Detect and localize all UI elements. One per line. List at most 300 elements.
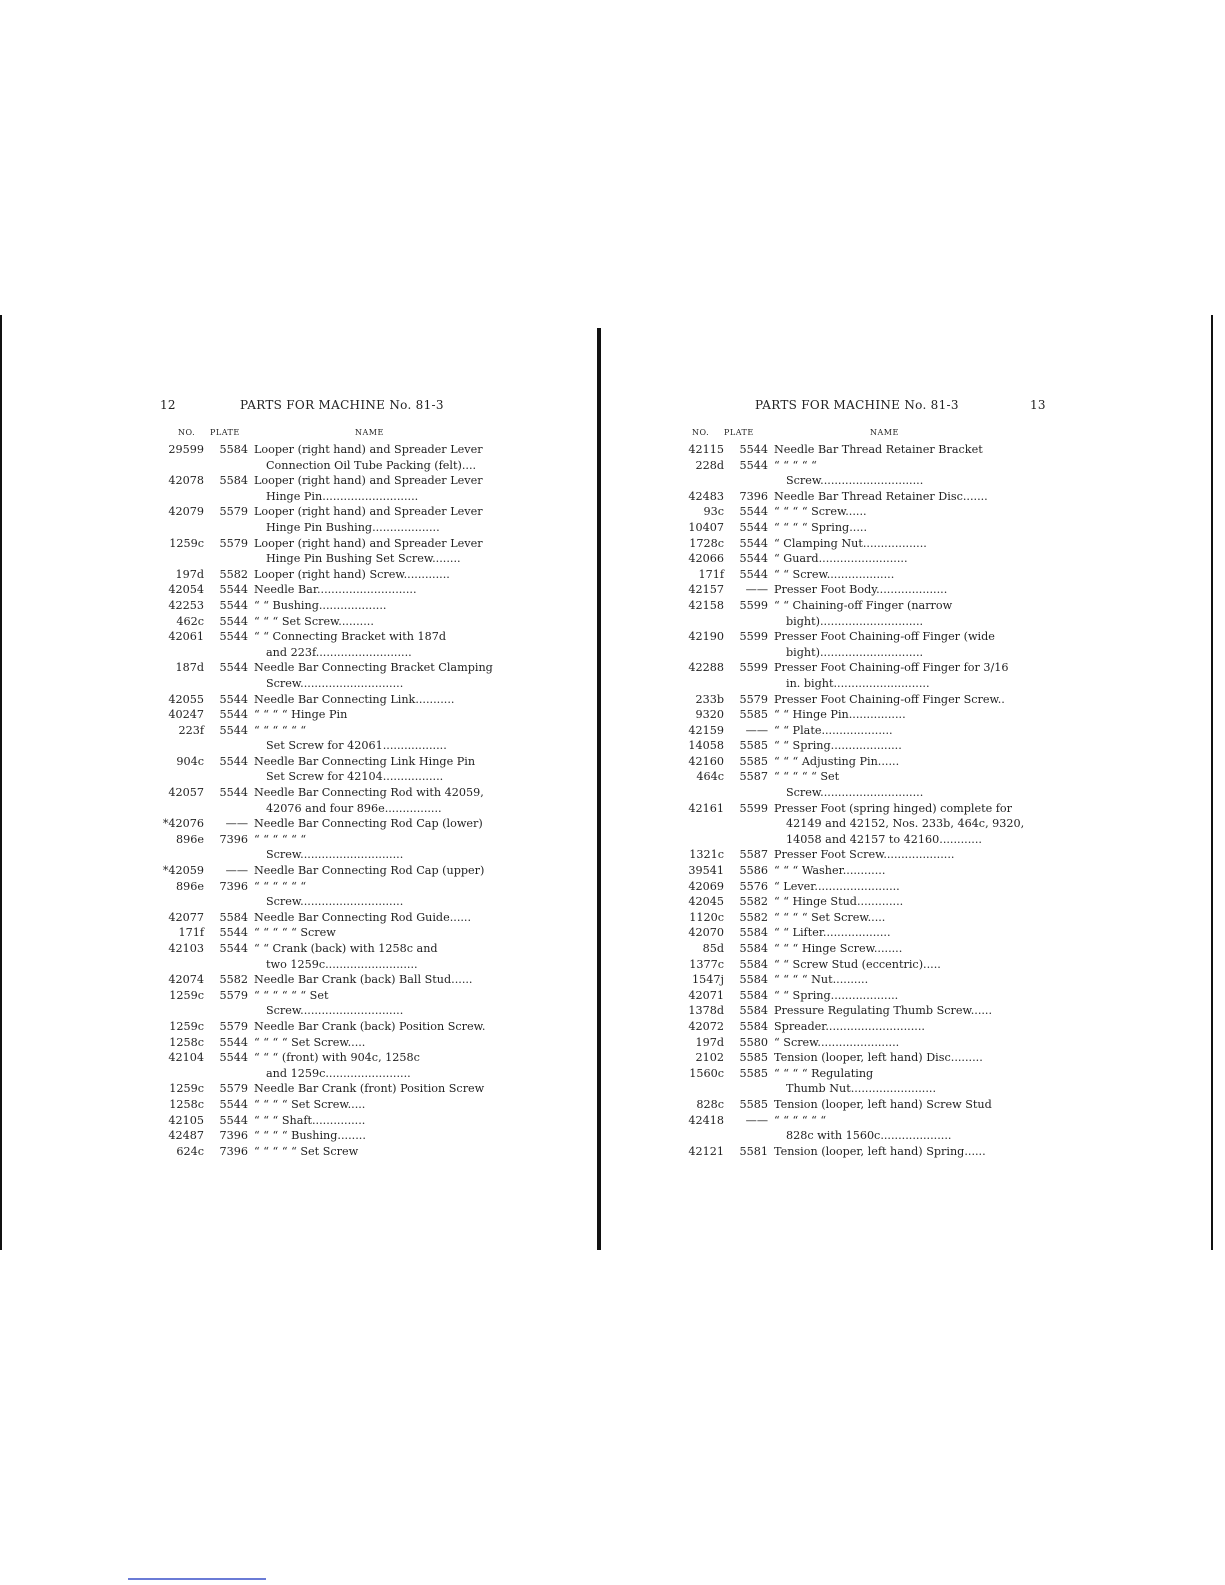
plate-number: 5585 <box>739 1066 768 1080</box>
plate-number: 5579 <box>219 1082 248 1096</box>
part-name-line: Needle Bar Connecting Rod Cap (lower) <box>254 817 483 831</box>
part-number: 42115 <box>688 443 724 456</box>
part-number: 1259c <box>169 1019 204 1033</box>
part-number: 1120c <box>689 910 724 924</box>
table-row <box>160 1113 500 1129</box>
table-row <box>680 910 1020 926</box>
table-row <box>160 1097 500 1113</box>
part-name <box>774 707 1020 723</box>
part-number: 197d <box>695 1035 724 1049</box>
plate-number: 5586 <box>739 864 768 878</box>
part-name <box>774 520 1020 536</box>
table-row <box>160 816 500 832</box>
plate-number: 5584 <box>219 910 248 924</box>
plate-number: —— <box>225 864 248 878</box>
table-row <box>160 692 500 708</box>
table-row <box>680 536 1020 552</box>
plate-number: 5544 <box>219 1113 248 1127</box>
page-number: 12 <box>160 398 176 412</box>
part-number: 85d <box>702 942 724 955</box>
part-number: 39541 <box>688 864 724 878</box>
plate-number: 5579 <box>219 505 248 519</box>
table-row <box>680 489 1020 505</box>
part-number: 1259c <box>169 988 204 1002</box>
plate-number: 5544 <box>739 443 768 456</box>
table-row <box>160 910 500 926</box>
part-name <box>254 1050 500 1081</box>
col-no: NO. <box>692 428 710 437</box>
plate-number: 5587 <box>739 848 768 862</box>
part-name-line: Presser Foot Chaining-off Finger for 3/16 <box>774 661 1009 675</box>
part-name-line: Needle Bar Connecting Rod with 42059, <box>254 786 484 800</box>
plate-number: 5584 <box>739 973 768 987</box>
part-name-line: Needle Bar Crank (back) Position Screw. <box>254 1019 486 1033</box>
part-name-line: “ “ “ “ “ Set Screw <box>254 1144 359 1158</box>
part-number: 42070 <box>688 926 724 940</box>
table-row <box>160 863 500 879</box>
part-name <box>774 801 1024 848</box>
plate-number: 5544 <box>219 692 248 706</box>
part-name-line: “ “ “ Hinge Screw........ <box>774 942 903 955</box>
part-name <box>774 1003 1020 1019</box>
part-name-line: “ “ “ “ “ Set <box>774 770 840 784</box>
part-number: 624c <box>176 1144 204 1158</box>
table-row <box>680 458 1020 489</box>
part-name-line: 42076 and four 896e................ <box>266 801 442 815</box>
right-scan-edge <box>1211 315 1213 1250</box>
table-row <box>680 660 1020 691</box>
part-name-line: Tension (looper, left hand) Disc......... <box>774 1051 983 1065</box>
table-row <box>160 941 500 972</box>
plate-number: 7396 <box>219 1144 248 1158</box>
part-name <box>254 536 500 567</box>
table-row <box>680 925 1020 941</box>
part-name-line: “ “ Screw................... <box>774 567 895 581</box>
plate-number: 5582 <box>739 895 768 909</box>
part-name <box>774 972 1020 988</box>
part-name <box>254 1144 500 1160</box>
part-name <box>254 972 500 988</box>
plate-number: 5544 <box>219 661 248 675</box>
part-number: 42061 <box>168 630 204 644</box>
part-name-line: “ “ Lifter................... <box>774 926 891 940</box>
page-header <box>160 398 500 420</box>
part-number: 10407 <box>688 520 724 534</box>
plate-number: 5585 <box>739 754 768 768</box>
part-name <box>774 551 1020 567</box>
part-number: 40247 <box>168 708 204 722</box>
part-name-line: Looper (right hand) and Spreader Lever <box>254 474 483 488</box>
page-title: PARTS FOR MACHINE No. 81-3 <box>240 398 444 412</box>
part-number: 187d <box>175 661 204 675</box>
table-row <box>680 1050 1020 1066</box>
plate-number: 5544 <box>739 520 768 534</box>
table-row <box>160 442 500 473</box>
plate-number: 5544 <box>219 1051 248 1065</box>
part-name-line: Presser Foot Chaining-off Finger (wide <box>774 630 995 644</box>
part-name <box>774 738 1020 754</box>
part-name-line: “ “ Connecting Bracket with 187d <box>254 630 447 644</box>
part-number: 42079 <box>168 505 204 519</box>
table-row <box>680 988 1020 1004</box>
part-number: 42071 <box>688 988 724 1002</box>
plate-number: 5587 <box>739 770 768 784</box>
part-number: 42157 <box>688 583 724 597</box>
part-name <box>254 504 500 535</box>
table-row <box>160 723 500 754</box>
table-row <box>680 1066 1020 1097</box>
part-number: 42069 <box>688 879 724 893</box>
plate-number: 5544 <box>219 786 248 800</box>
left-page <box>160 398 500 1159</box>
part-name-line: Needle Bar Connecting Rod Cap (upper) <box>254 864 485 878</box>
part-name-line: Screw............................. <box>786 786 924 800</box>
plate-number: 5582 <box>739 910 768 924</box>
part-number: 42078 <box>168 474 204 488</box>
table-row <box>160 1035 500 1051</box>
part-name-line: “ “ “ “ Set Screw..... <box>774 910 886 924</box>
table-row <box>160 473 500 504</box>
part-number: 42077 <box>168 910 204 924</box>
part-name <box>774 660 1020 691</box>
plate-number: 5581 <box>739 1144 768 1158</box>
part-name-line: Screw............................. <box>266 676 404 690</box>
part-name-line: Needle Bar Thread Retainer Bracket <box>774 443 983 456</box>
part-number: *42076 <box>162 817 204 831</box>
plate-number: 5544 <box>219 583 248 597</box>
part-name <box>254 816 500 832</box>
part-name <box>774 1019 1020 1035</box>
part-name-line: “ “ “ “ “ “ <box>254 832 307 846</box>
part-name-line: Screw............................. <box>266 1004 404 1018</box>
part-name-line: in. bight........................... <box>786 676 930 690</box>
part-name-line: Presser Foot Chaining-off Finger Screw.. <box>774 692 1005 706</box>
part-name <box>774 723 1020 739</box>
part-name <box>254 754 500 785</box>
part-name-line: Needle Bar Thread Retainer Disc....... <box>774 489 988 503</box>
part-name <box>774 1144 1020 1160</box>
part-name <box>774 925 1020 941</box>
part-number: 42055 <box>168 692 204 706</box>
parts-list <box>680 442 1025 1159</box>
part-name-line: Set Screw for 42104................. <box>266 770 444 784</box>
table-row <box>680 504 1020 520</box>
plate-number: 5584 <box>739 957 768 971</box>
table-row <box>680 598 1020 629</box>
part-name-line: Needle Bar Crank (front) Position Screw <box>254 1082 485 1096</box>
part-name <box>254 582 500 598</box>
part-name-line: “ Clamping Nut.................. <box>774 536 927 550</box>
plate-number: 7396 <box>739 489 768 503</box>
part-name-line: “ “ Plate.................... <box>774 723 893 737</box>
part-number: 1321c <box>689 848 724 862</box>
part-name <box>774 863 1020 879</box>
parts-list <box>160 442 500 1159</box>
page-number: 13 <box>1030 398 1046 412</box>
table-row <box>160 972 500 988</box>
part-name <box>774 941 1020 957</box>
part-number: 42054 <box>168 583 204 597</box>
plate-number: 5544 <box>219 598 248 612</box>
part-name-line: Spreader............................ <box>774 1019 925 1033</box>
part-number: 42253 <box>168 598 204 612</box>
left-scan-edge <box>0 315 2 1250</box>
plate-number: 5582 <box>219 567 248 581</box>
part-number: 42159 <box>688 723 724 737</box>
part-number: 171f <box>698 567 724 581</box>
part-name <box>774 1050 1020 1066</box>
plate-number: —— <box>745 1113 768 1127</box>
part-name <box>774 489 1020 505</box>
table-row <box>680 1003 1020 1019</box>
table-row <box>160 598 500 614</box>
plate-number: 5544 <box>219 708 248 722</box>
part-name <box>774 629 1020 660</box>
part-number: 904c <box>176 754 204 768</box>
part-number: 1258c <box>169 1097 204 1111</box>
part-name-line: “ “ “ Adjusting Pin...... <box>774 754 900 768</box>
part-number: 42487 <box>168 1129 204 1143</box>
part-name <box>774 598 1020 629</box>
table-row <box>160 925 500 941</box>
table-row <box>160 832 500 863</box>
part-name-line: two 1259c.......................... <box>266 957 418 971</box>
table-row <box>680 754 1020 770</box>
part-name <box>774 769 1020 800</box>
part-name-line: Needle Bar Crank (back) Ball Stud...... <box>254 973 473 987</box>
part-name-line: 828c with 1560c.................... <box>786 1129 952 1143</box>
part-name-line: Needle Bar............................ <box>254 583 417 597</box>
table-row <box>680 1097 1020 1113</box>
part-name <box>254 1019 500 1035</box>
part-name <box>254 1113 500 1129</box>
plate-number: 5579 <box>219 1019 248 1033</box>
plate-number: 5544 <box>739 552 768 566</box>
table-row <box>160 582 500 598</box>
table-row <box>680 551 1020 567</box>
col-no: NO. <box>178 428 196 437</box>
table-row <box>160 707 500 723</box>
part-name-line: Looper (right hand) and Spreader Lever <box>254 505 483 519</box>
part-number: 2102 <box>695 1051 724 1065</box>
part-name-line: “ Guard......................... <box>774 552 908 566</box>
part-number: 42160 <box>688 754 724 768</box>
table-row <box>160 567 500 583</box>
plate-number: 5585 <box>739 708 768 722</box>
table-row <box>680 941 1020 957</box>
plate-number: 5584 <box>739 1019 768 1033</box>
plate-number: 5585 <box>739 1051 768 1065</box>
part-name-line: “ “ “ “ Hinge Pin <box>254 708 348 722</box>
part-number: 896e <box>176 832 204 846</box>
part-number: 42045 <box>688 895 724 909</box>
plate-number: 5576 <box>739 879 768 893</box>
part-name-line: Screw............................. <box>786 474 924 488</box>
part-name <box>254 988 500 1019</box>
part-name <box>254 442 500 473</box>
plate-number: 5582 <box>219 973 248 987</box>
table-row <box>160 1128 500 1144</box>
part-number: 42158 <box>688 598 724 612</box>
part-number: 171f <box>178 926 204 940</box>
table-row <box>160 614 500 630</box>
part-name-line: Tension (looper, left hand) Spring...... <box>774 1144 986 1158</box>
table-row <box>680 1113 1020 1144</box>
part-number: 42190 <box>688 630 724 644</box>
part-name-line: “ “ Spring.................... <box>774 739 902 753</box>
table-row <box>160 1019 500 1035</box>
plate-number: 5544 <box>219 723 248 737</box>
table-row <box>680 957 1020 973</box>
part-number: 42072 <box>688 1019 724 1033</box>
part-name <box>254 1081 500 1097</box>
plate-number: 5544 <box>219 926 248 940</box>
plate-number: 5585 <box>739 739 768 753</box>
table-row <box>160 1081 500 1097</box>
part-name-line: Set Screw for 42061.................. <box>266 739 447 753</box>
plate-number: 5544 <box>739 505 768 519</box>
part-number: 896e <box>176 879 204 893</box>
part-name <box>774 957 1020 973</box>
plate-number: 5544 <box>219 942 248 955</box>
part-name <box>774 567 1020 583</box>
part-name-line: bight)............................. <box>786 645 924 659</box>
part-number: 1378d <box>688 1004 724 1018</box>
table-row <box>680 520 1020 536</box>
col-plate: PLATE <box>724 428 754 437</box>
part-name-line: “ “ Hinge Stud............. <box>774 895 904 909</box>
part-name <box>254 832 500 863</box>
table-row <box>160 1144 500 1160</box>
part-name <box>254 1097 500 1113</box>
table-row <box>680 769 1020 800</box>
part-name <box>254 629 500 660</box>
part-name-line: “ “ “ “ Bushing........ <box>254 1129 366 1143</box>
column-headers <box>160 428 500 442</box>
table-row <box>680 801 1025 848</box>
part-name-line: Hinge Pin Bushing................... <box>266 520 440 534</box>
part-name-line: Presser Foot Screw.................... <box>774 848 955 862</box>
table-row <box>160 629 500 660</box>
part-number: 93c <box>703 505 724 519</box>
table-row <box>680 863 1020 879</box>
plate-number: 5544 <box>219 1035 248 1049</box>
part-name <box>254 567 500 583</box>
table-row <box>160 660 500 691</box>
part-name <box>254 925 500 941</box>
part-name-line: bight)............................. <box>786 614 924 628</box>
table-row <box>680 567 1020 583</box>
part-name <box>254 941 500 972</box>
part-number: 42074 <box>168 973 204 987</box>
col-name: NAME <box>355 428 384 437</box>
table-row <box>160 879 500 910</box>
part-name-line: “ “ “ “ “ “ <box>254 879 307 893</box>
part-name <box>774 504 1020 520</box>
plate-number: 7396 <box>219 832 248 846</box>
part-number: 42161 <box>688 801 724 815</box>
part-number: 42066 <box>688 552 724 566</box>
part-name <box>254 614 500 630</box>
part-name <box>774 1066 1020 1097</box>
part-name-line: Looper (right hand) and Spreader Lever <box>254 443 483 456</box>
part-name-line: “ “ “ “ Nut.......... <box>774 973 869 987</box>
part-name-line: Looper (right hand) and Spreader Lever <box>254 536 483 550</box>
part-number: 42418 <box>688 1113 724 1127</box>
part-number: 228d <box>695 458 724 472</box>
part-name <box>774 988 1020 1004</box>
plate-number: —— <box>745 583 768 597</box>
column-headers <box>680 428 1020 442</box>
plate-number: 5585 <box>739 1097 768 1111</box>
part-number: 42105 <box>168 1113 204 1127</box>
part-number: 42104 <box>168 1051 204 1065</box>
plate-number: —— <box>745 723 768 737</box>
table-row <box>680 442 1020 458</box>
part-name-line: Needle Bar Connecting Link Hinge Pin <box>254 754 476 768</box>
part-name-line: “ Lever........................ <box>774 879 900 893</box>
plate-number: 5584 <box>739 1004 768 1018</box>
part-name <box>254 692 500 708</box>
part-name-line: Presser Foot Body.................... <box>774 583 948 597</box>
part-name <box>774 879 1020 895</box>
part-name <box>254 707 500 723</box>
plate-number: 5544 <box>739 458 768 472</box>
table-row <box>160 988 500 1019</box>
part-name-line: Presser Foot (spring hinged) complete for <box>774 801 1013 815</box>
plate-number: 5584 <box>739 988 768 1002</box>
part-name-line: Hinge Pin........................... <box>266 489 419 503</box>
plate-number: 5584 <box>739 942 768 955</box>
plate-number: 5544 <box>219 630 248 644</box>
part-name-line: “ “ “ “ “ “ Set <box>254 988 329 1002</box>
part-number: 14058 <box>688 739 724 753</box>
plate-number: 5599 <box>739 801 768 815</box>
part-name <box>254 660 500 691</box>
col-name: NAME <box>870 428 899 437</box>
part-name <box>774 894 1020 910</box>
part-name-line: Hinge Pin Bushing Set Screw........ <box>266 552 461 566</box>
part-name-line: “ “ “ “ Spring..... <box>774 520 868 534</box>
part-number: 223f <box>178 723 204 737</box>
part-name-line: “ “ “ “ Set Screw..... <box>254 1035 366 1049</box>
part-name-line: “ “ “ “ “ “ <box>254 723 307 737</box>
part-number: 42121 <box>688 1144 724 1158</box>
part-name <box>254 785 500 816</box>
part-number: 29599 <box>168 443 204 456</box>
part-name <box>774 1035 1020 1051</box>
part-name <box>254 598 500 614</box>
table-row <box>160 536 500 567</box>
gutter-binding-line <box>597 328 601 1250</box>
part-number: 42288 <box>688 661 724 675</box>
table-row <box>680 723 1020 739</box>
part-name <box>254 879 500 910</box>
part-name-line: “ “ Hinge Pin................ <box>774 708 906 722</box>
part-name <box>774 1113 1020 1144</box>
part-name <box>774 536 1020 552</box>
part-name-line: Needle Bar Connecting Bracket Clamping <box>254 661 493 675</box>
part-name-line: “ “ Bushing................... <box>254 598 387 612</box>
part-name-line: Pressure Regulating Thumb Screw...... <box>774 1004 993 1018</box>
part-name <box>774 1097 1020 1113</box>
plate-number: 5584 <box>219 443 248 456</box>
part-name-line: “ “ “ Set Screw.......... <box>254 614 374 628</box>
part-name-line: Connection Oil Tube Packing (felt).... <box>266 458 477 472</box>
part-name <box>774 692 1020 708</box>
part-name-line: Thumb Nut........................ <box>786 1082 937 1096</box>
plate-number: 5544 <box>219 754 248 768</box>
